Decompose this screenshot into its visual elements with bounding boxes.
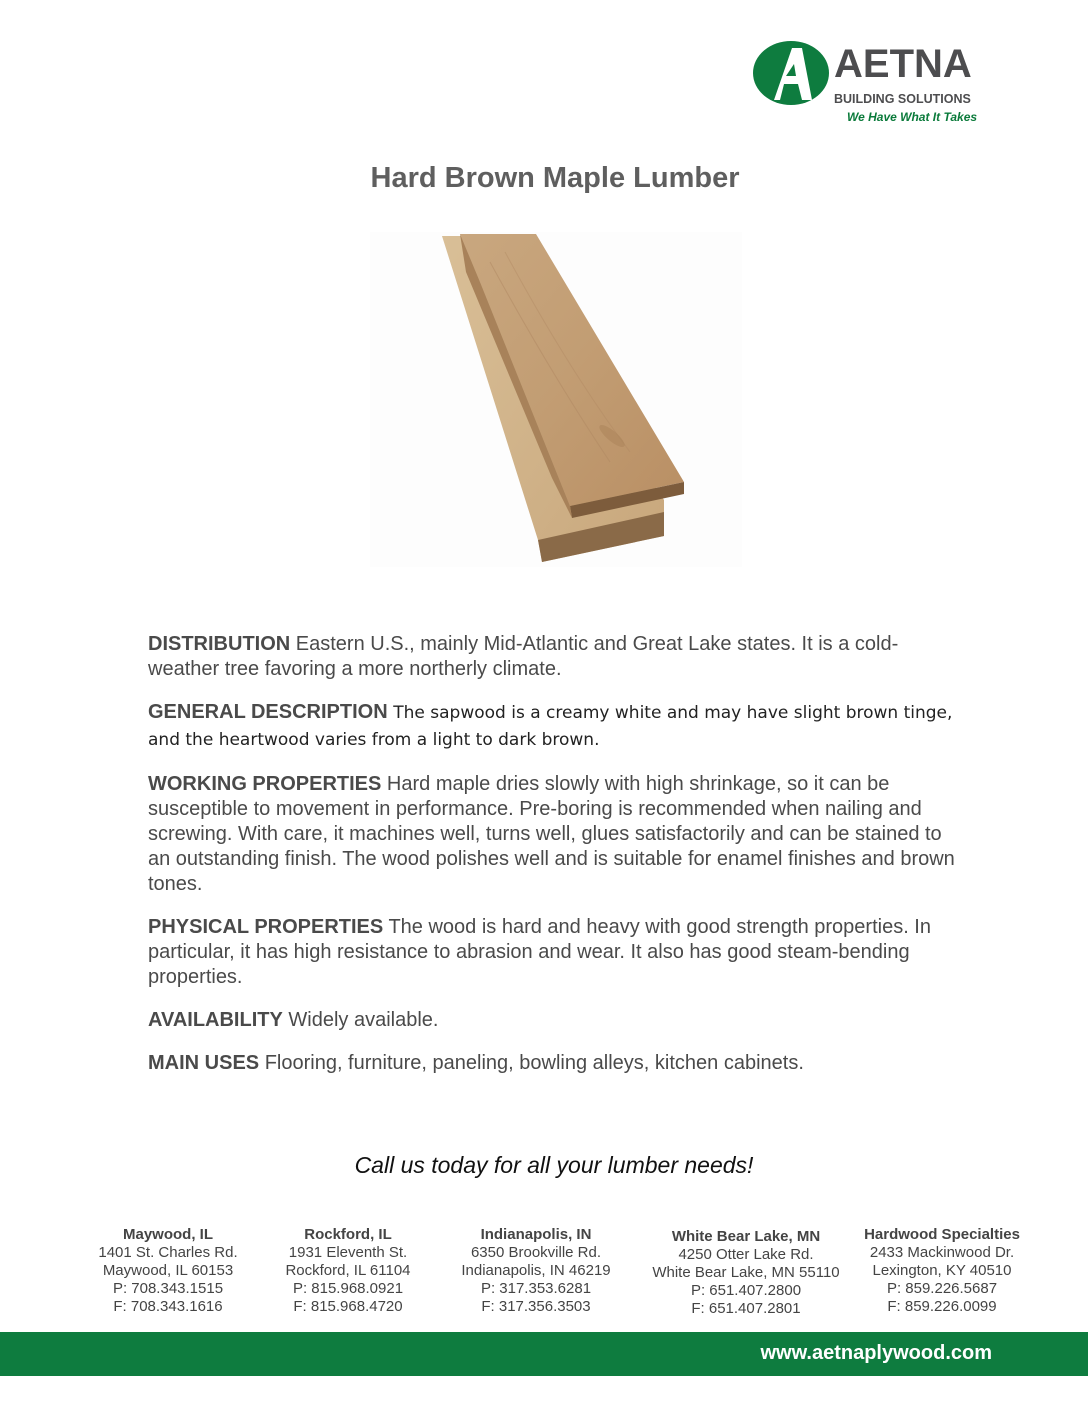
- section-label: DISTRIBUTION: [148, 633, 291, 655]
- office-street: 4250 Otter Lake Rd.: [678, 1246, 814, 1263]
- section-label: AVAILABILITY: [148, 1009, 283, 1031]
- office-city: Rockford, IL 61104: [285, 1262, 411, 1279]
- office-hardwood-specialties: [842, 1226, 1042, 1316]
- office-indianapolis: [436, 1226, 636, 1316]
- section-label: GENERAL DESCRIPTION: [148, 701, 388, 723]
- section-label: MAIN USES: [148, 1052, 260, 1074]
- section-physical-properties: [148, 915, 968, 990]
- office-phone: P: 708.343.1515: [112, 1280, 224, 1297]
- office-maywood: [68, 1226, 268, 1316]
- aetna-logo-icon: [752, 40, 830, 106]
- logo-tagline: We Have What It Takes: [847, 110, 978, 124]
- section-availability: [148, 1008, 968, 1033]
- section-text: Widely available.: [288, 1009, 439, 1031]
- office-white-bear-lake: [646, 1228, 846, 1318]
- section-label: WORKING PROPERTIES: [148, 773, 382, 795]
- office-fax: F: 651.407.2801: [691, 1300, 801, 1317]
- section-text: Eastern U.S., mainly Mid-Atlantic and Great Lake states. It is a cold-weather tree favoring a more northerly climate.: [148, 633, 899, 680]
- office-phone: P: 651.407.2800: [690, 1282, 802, 1299]
- section-text: The sapwood is a creamy white and may have slight brown tinge, and the heartwood varies from a light to dark brown.: [148, 703, 953, 750]
- description-content: [148, 632, 968, 1094]
- call-to-action: Call us today for all your lumber needs!: [354, 1152, 754, 1178]
- office-rockford: [248, 1226, 448, 1316]
- office-fax: F: 815.968.4720: [293, 1298, 403, 1315]
- section-general-description: [148, 700, 968, 754]
- section-text: Hard maple dries slowly with high shrinkage, so it can be susceptible to movement in performance. Pre-boring is recommended when nailing and screwing. With care, it machines well, turns well, glues satisfactorily and can be stained to an outstanding finish. The wood polishes well and is suitable for enamel finishes and brown tones.: [148, 773, 955, 895]
- office-city: Indianapolis, IN 46219: [461, 1262, 611, 1279]
- office-fax: F: 708.343.1616: [113, 1298, 223, 1315]
- office-fax: F: 317.356.3503: [481, 1298, 591, 1315]
- office-phone: P: 815.968.0921: [292, 1280, 404, 1297]
- maple-lumber-photo: [370, 232, 742, 567]
- office-city: Maywood, IL 60153: [102, 1262, 234, 1279]
- office-street: 1931 Eleventh St.: [288, 1244, 408, 1261]
- section-label: PHYSICAL PROPERTIES: [148, 916, 384, 938]
- website-link[interactable]: www.aetnaplywood.com: [760, 1342, 992, 1364]
- office-name: White Bear Lake, MN: [671, 1228, 821, 1245]
- office-city: White Bear Lake, MN 55110: [652, 1264, 840, 1281]
- office-fax: F: 859.226.0099: [887, 1298, 997, 1315]
- logo-subtitle: BUILDING SOLUTIONS: [834, 92, 971, 106]
- section-main-uses: [148, 1051, 968, 1076]
- office-street: 2433 Mackinwood Dr.: [869, 1244, 1015, 1261]
- office-street: 6350 Brookville Rd.: [470, 1244, 602, 1261]
- logo-name: AETNA: [834, 42, 972, 86]
- office-street: 1401 St. Charles Rd.: [98, 1244, 238, 1261]
- office-locations: [66, 1226, 1046, 1322]
- section-distribution: [148, 632, 968, 682]
- company-logo: [752, 40, 1002, 126]
- office-name: Rockford, IL: [304, 1226, 392, 1243]
- page-title: Hard Brown Maple Lumber: [370, 162, 740, 194]
- office-name: Hardwood Specialties: [864, 1226, 1020, 1243]
- office-phone: P: 317.353.6281: [480, 1280, 592, 1297]
- office-phone: P: 859.226.5687: [886, 1280, 998, 1297]
- office-city: Lexington, KY 40510: [872, 1262, 1012, 1279]
- section-text: The wood is hard and heavy with good strength properties. In particular, it has high resistance to abrasion and wear. It also has good steam-bending properties.: [148, 916, 931, 988]
- footer-bar: [0, 1332, 1088, 1376]
- section-working-properties: [148, 772, 968, 897]
- office-name: Maywood, IL: [123, 1226, 213, 1243]
- office-name: Indianapolis, IN: [480, 1226, 592, 1243]
- section-text: Flooring, furniture, paneling, bowling alleys, kitchen cabinets.: [264, 1052, 804, 1074]
